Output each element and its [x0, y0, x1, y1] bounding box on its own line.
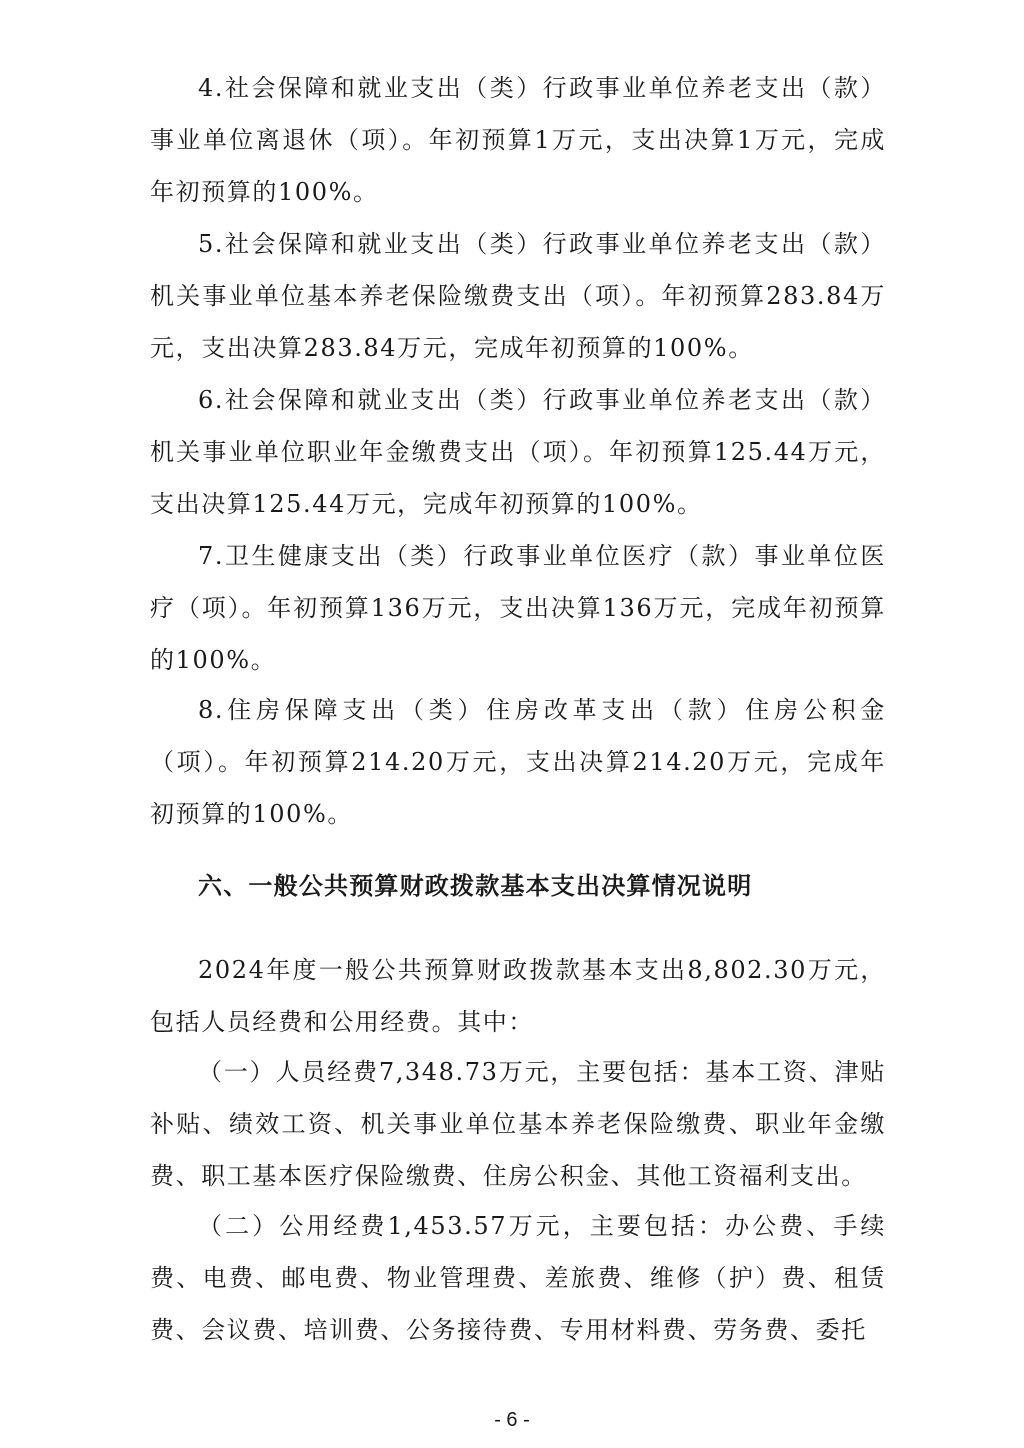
- paragraph-item-6: 6.社会保障和就业支出（类）行政事业单位养老支出（款）机关事业单位职业年金缴费支出（项）。年初预算125.44万元，支出决算125.44万元，完成年初预算的100%。: [150, 386, 886, 518]
- paragraph-item-7: 7.卫生健康支出（类）行政事业单位医疗（款）事业单位医疗（项）。年初预算136万元，支出决算136万元，完成年初预算的100%。: [150, 542, 886, 674]
- summary-paragraph: 2024年度一般公共预算财政拨款基本支出8,802.30万元，包括人员经费和公用经费。其中：: [150, 956, 886, 1036]
- public-expense-paragraph: （二）公用经费1,453.57万元，主要包括：办公费、手续费、电费、邮电费、物业管理费、差旅费、维修（护）费、租赁费、会议费、培训费、公务接待费、专用材料费、劳务费、委托: [150, 1212, 886, 1344]
- paragraph-item-4: 4.社会保障和就业支出（类）行政事业单位养老支出（款）事业单位离退休（项）。年初预算1万元，支出决算1万元，完成年初预算的100%。: [150, 74, 886, 206]
- paragraph-item-5: 5.社会保障和就业支出（类）行政事业单位养老支出（款）机关事业单位基本养老保险缴费支出（项）。年初预算283.84万元，支出决算283.84万元，完成年初预算的100%。: [150, 230, 886, 362]
- section-heading: 六、一般公共预算财政拨款基本支出决算情况说明: [198, 872, 753, 900]
- page-number: - 6 -: [494, 1409, 530, 1431]
- paragraph-item-8: 8.住房保障支出（类）住房改革支出（款）住房公积金（项）。年初预算214.20万元，支出决算214.20万元，完成年初预算的100%。: [150, 696, 886, 828]
- personnel-expense-paragraph: （一）人员经费7,348.73万元，主要包括：基本工资、津贴补贴、绩效工资、机关事业单位基本养老保险缴费、职业年金缴费、职工基本医疗保险缴费、住房公积金、其他工资福利支出。: [150, 1058, 886, 1190]
